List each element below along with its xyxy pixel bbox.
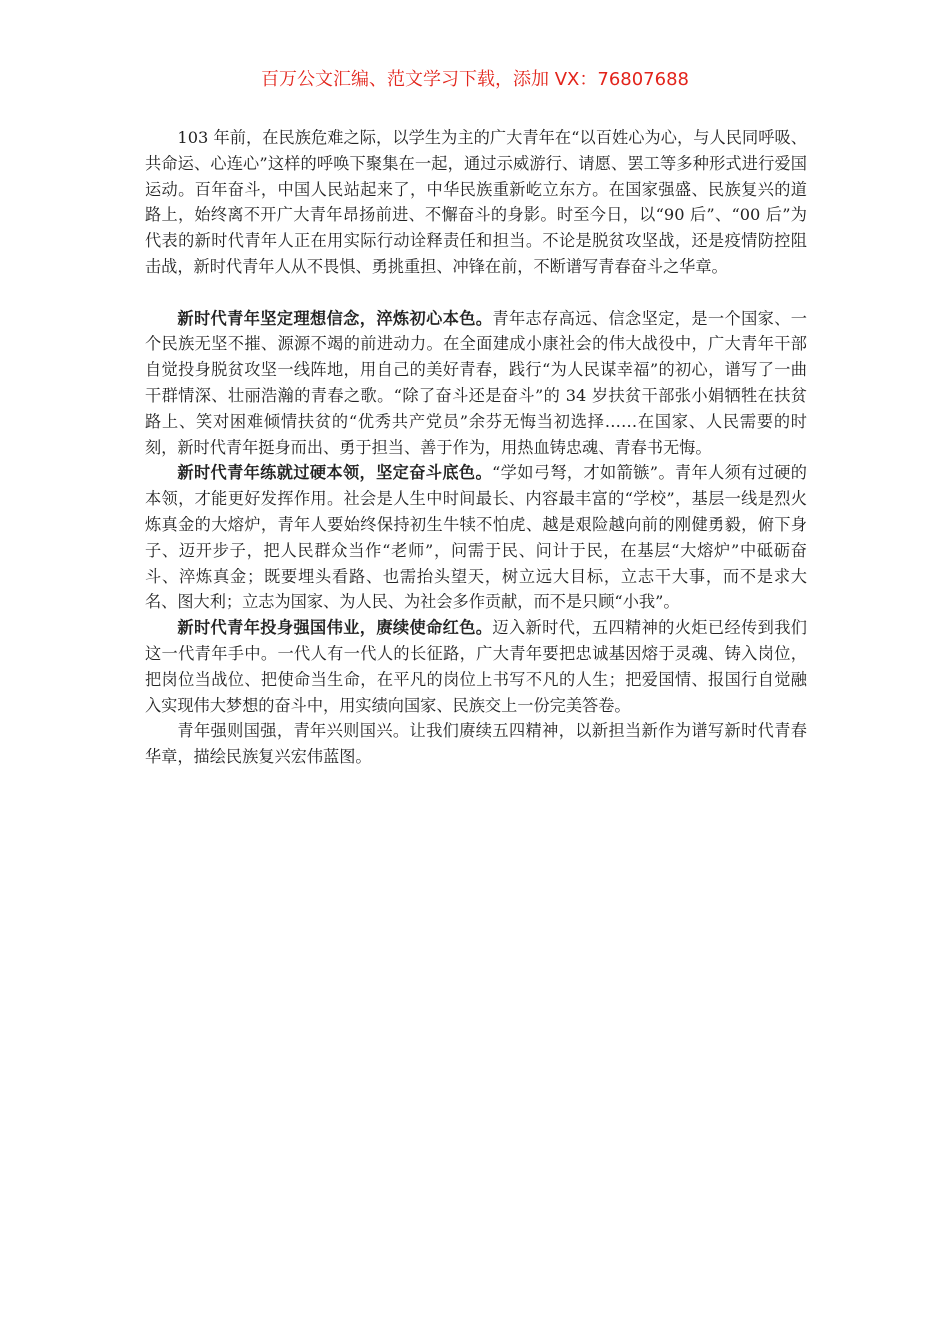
paragraph-skills xyxy=(145,460,807,615)
paragraph-conclusion: 青年强则国强，青年兴则国兴。让我们赓续五四精神，以新担当新作为谱写新时代青春华章，描绘民族复兴宏伟蓝图。 xyxy=(145,721,807,767)
article-body xyxy=(145,125,807,770)
header-notice: 百万公文汇编、范文学习下载，添加 VX：76807688 xyxy=(261,69,689,90)
paragraph-text-skills: “学如弓弩，才如箭镞”。青年人须有过硬的本领，才能更好发挥作用。社会是人生中时间最长、内容最丰富的“学校”，基层一线是烈火炼真金的大熔炉，青年人要始终保持初生牛犊不怕虎、越是艰险越向前的刚健勇毅，俯下身子、迈开步子，把人民群众当作“老师”，问需于民、问计于民，在基层“大熔炉”中砥砺奋斗、淬炼真金；既要埋头看路、也需抬头望天，树立远大目标，立志干大事，而不是求大名、图大利；立志为国家、为人民、为社会多作贡献，而不是只顾“小我”。 xyxy=(145,463,807,612)
paragraph-heading-ideals: 新时代青年坚定理想信念，淬炼初心本色。 xyxy=(177,308,493,328)
paragraph-ideals xyxy=(145,306,807,461)
paragraph-text-mission: 迈入新时代，五四精神的火炬已经传到我们这一代青年手中。一代人有一代人的长征路，广大青年要把忠诚基因熔于灵魂、铸入岗位，把岗位当战位、把使命当生命，在平凡的岗位上书写不凡的人生；把爱国情、报国行自觉融入实现伟大梦想的奋斗中，用实绩向国家、民族交上一份完美答卷。 xyxy=(145,618,807,715)
paragraph-heading-mission: 新时代青年投身强国伟业，赓续使命红色。 xyxy=(177,618,493,638)
paragraph-mission xyxy=(145,615,807,718)
paragraph-heading-skills: 新时代青年练就过硬本领，坚定奋斗底色。 xyxy=(177,463,493,483)
paragraph-intro: 103 年前，在民族危难之际，以学生为主的广大青年在“以百姓心为心，与人民同呼吸、共命运、心连心”这样的呼唤下聚集在一起，通过示威游行、请愿、罢工等多种形式进行爱国运动。百年奋斗，中国人民站起来了，中华民族重新屹立东方。在国家强盛、民族复兴的道路上，始终离不开广大青年昂扬前进、不懈奋斗的身影。时至今日，以“90 后”、“00 后”为代表的新时代青年人正在用实际行动诠释责任和担当。不论是脱贫攻坚战，还是疫情防控阻击战，新时代青年人从不畏惧、勇挑重担、冲锋在前，不断谱写青春奋斗之华章。 xyxy=(145,128,807,276)
paragraph-text-ideals: 青年志存高远、信念坚定，是一个国家、一个民族无坚不摧、源源不竭的前进动力。在全面建成小康社会的伟大战役中，广大青年干部自觉投身脱贫攻坚一线阵地，用自己的美好青春，践行“为人民谋幸福”的初心，谱写了一曲干群情深、壮丽浩瀚的青春之歌。“除了奋斗还是奋斗”的 34 岁扶贫干部张小娟牺牲在扶贫路上、笑对困难倾情扶贫的“优秀共产党员”余芬无悔当初选择……在国家、人民需要的时刻，新时代青年挺身而出、勇于担当、善于作为，用热血铸忠魂、青春书无悔。 xyxy=(145,308,807,457)
